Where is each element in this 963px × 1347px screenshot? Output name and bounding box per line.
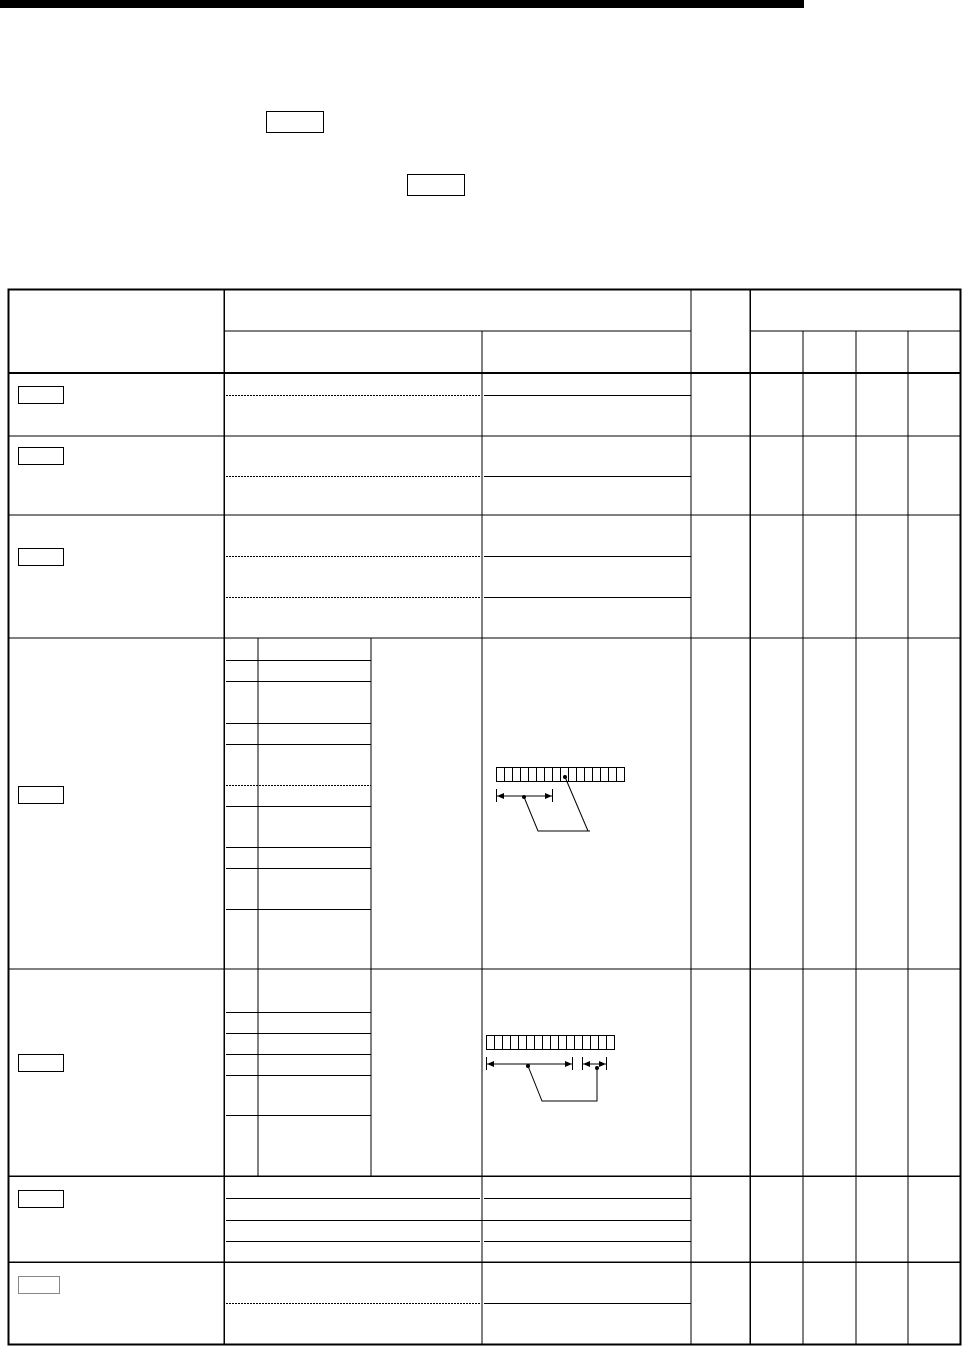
bit-diagram-2-marks: [487, 1061, 606, 1070]
label-box-3: [19, 549, 64, 566]
label-box-5: [19, 1055, 64, 1072]
label-box-2: [19, 448, 64, 465]
bit-diagram-1: [497, 767, 625, 831]
row4-inner-grid: [226, 638, 371, 969]
label-box-6: [19, 1191, 64, 1208]
label-box-4: [19, 787, 64, 804]
table-frame: [9, 290, 961, 1345]
row5-inner-grid: [226, 969, 371, 1176]
label-box-7: [19, 1277, 60, 1294]
label-box-1: [19, 387, 64, 404]
row-label-boxes: [19, 387, 64, 1294]
bit-diagram-1-marks: [497, 775, 567, 799]
subrow-dividers: [226, 396, 691, 1304]
